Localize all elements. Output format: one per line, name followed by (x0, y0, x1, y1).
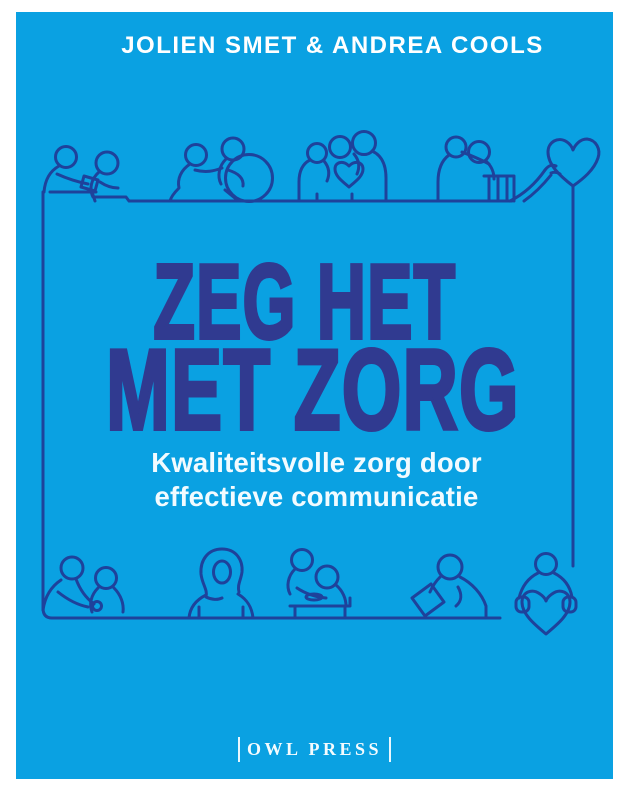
publisher-name: OWL PRESS (246, 738, 383, 759)
author-line: JOLIEN SMET & ANDREA COOLS (121, 32, 544, 59)
publisher-left-bar (238, 737, 240, 762)
subtitle-line-1: Kwaliteitsvolle zorg door (151, 447, 482, 478)
publisher-block (0, 735, 631, 763)
subtitle (0, 446, 633, 514)
publisher-right-bar (389, 737, 391, 762)
title-line-2: MET ZORG (106, 327, 520, 454)
title-line-1: ZEG HET (153, 243, 457, 361)
subtitle-line-2: effectieve communicatie (154, 481, 479, 512)
